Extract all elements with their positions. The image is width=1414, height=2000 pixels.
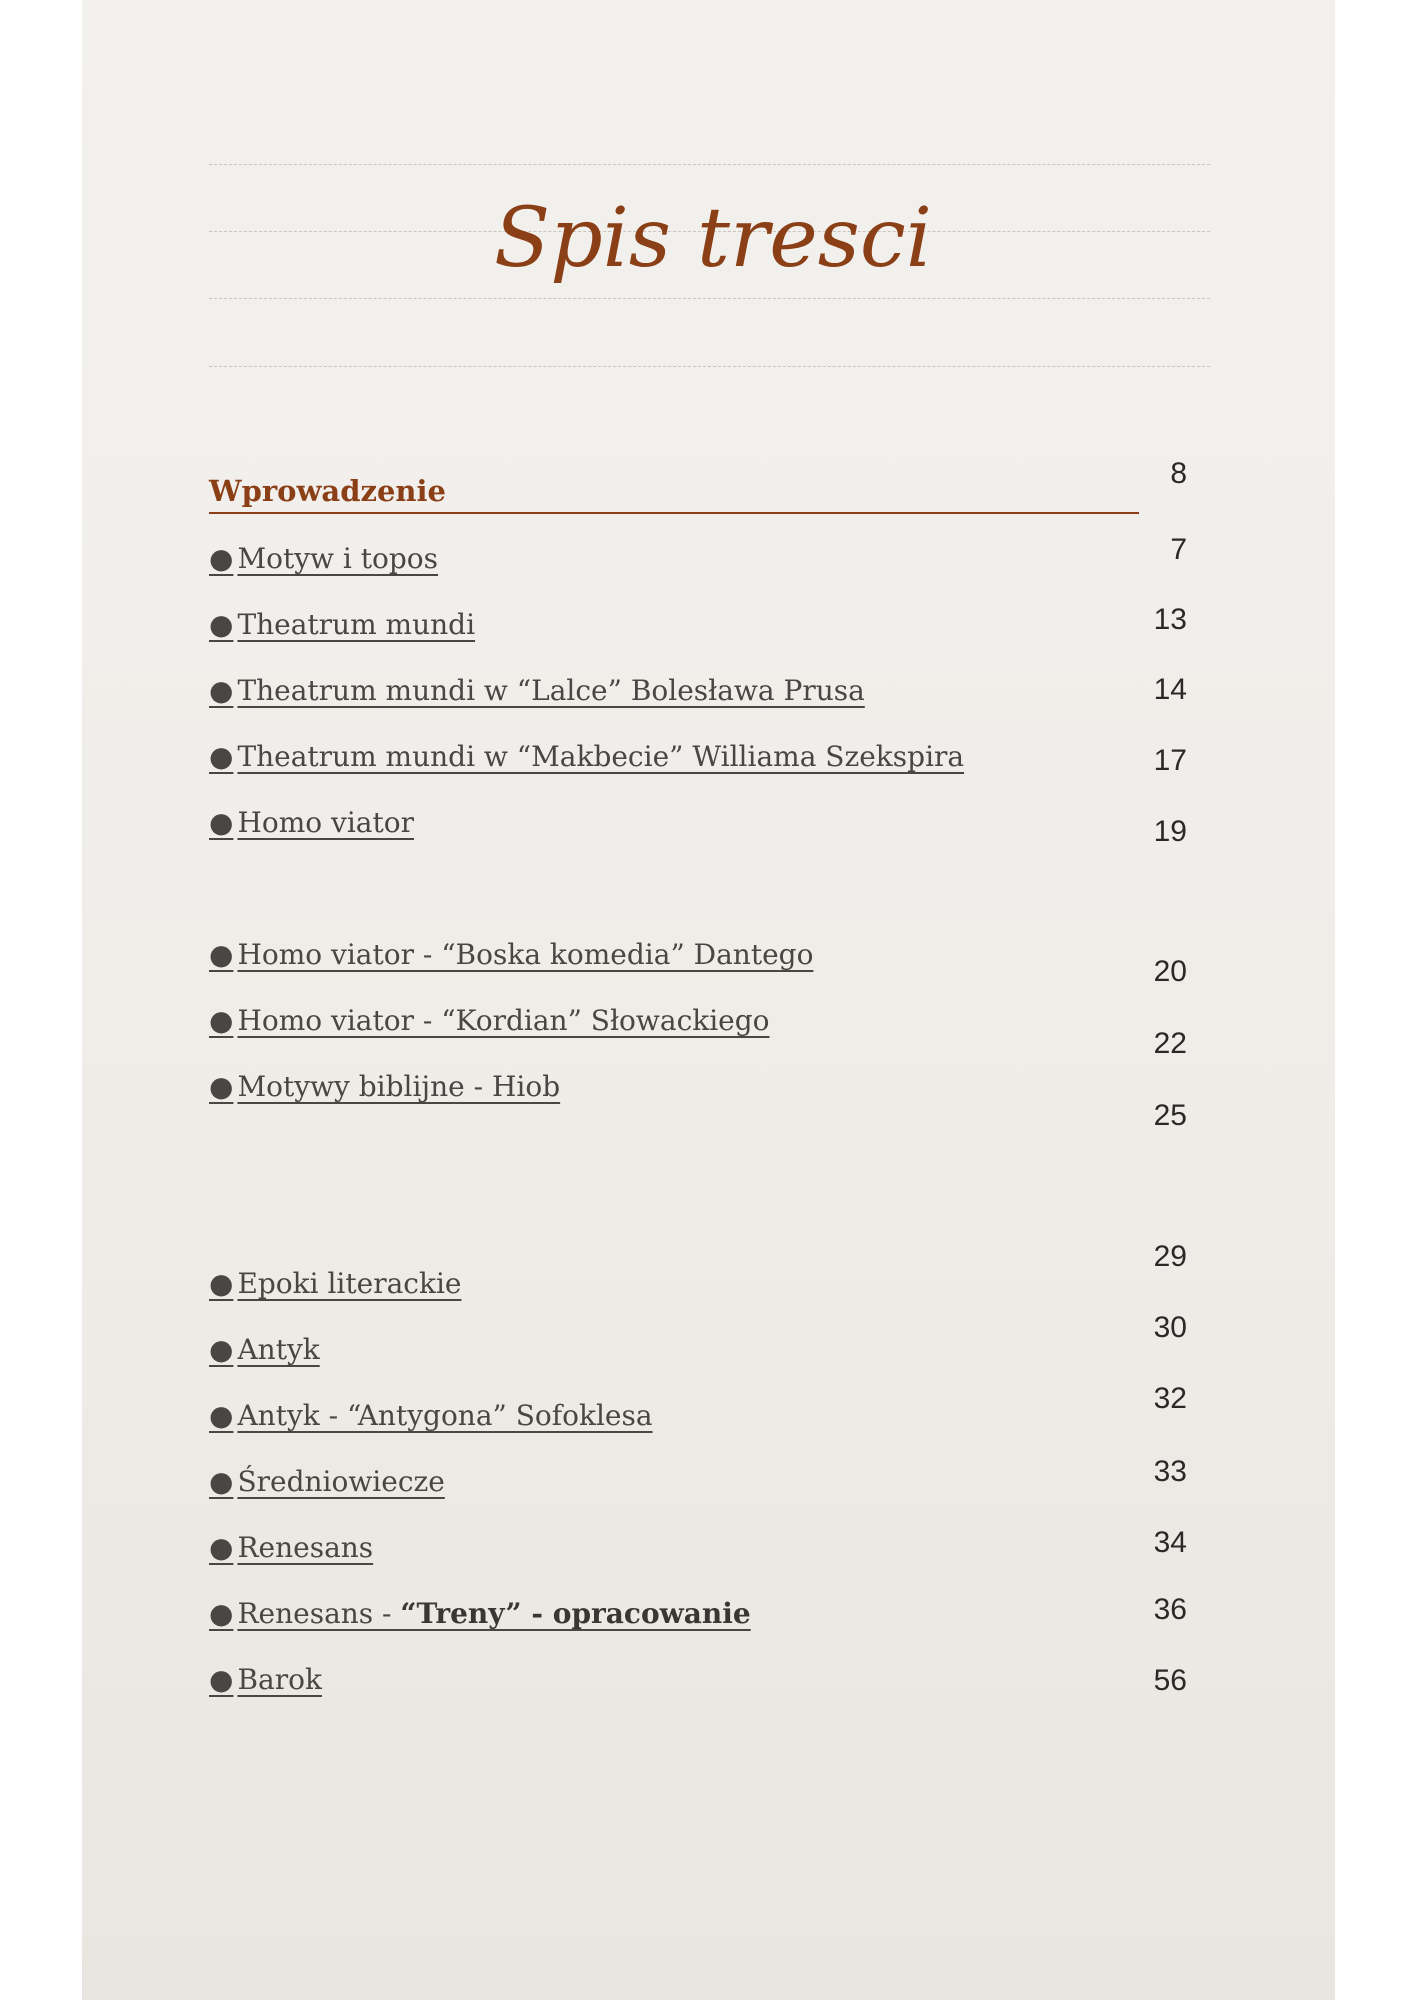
bullet-icon: ● [209, 1465, 234, 1498]
toc-page-number: 36 [1153, 1593, 1187, 1626]
bullet-icon: ● [209, 542, 234, 575]
toc-page-number: 22 [1153, 1027, 1187, 1060]
page-title: Spis tresci [494, 191, 932, 286]
toc-page-number: 33 [1153, 1455, 1187, 1488]
toc-entry-link[interactable]: ● Homo viator [209, 806, 414, 839]
toc-page-number: 56 [1153, 1664, 1187, 1697]
bullet-icon: ● [209, 740, 234, 773]
toc-heading-link[interactable]: Wprowadzenie [209, 474, 1139, 514]
toc-entry-link[interactable]: ● Homo viator - “Kordian” Słowackiego [209, 1004, 770, 1037]
toc-entry-link[interactable]: ● Homo viator - “Boska komedia” Dantego [209, 938, 814, 971]
toc-page-number: 32 [1153, 1382, 1187, 1415]
toc-entry-link[interactable]: ● Theatrum mundi [209, 608, 476, 641]
toc-page-number: 30 [1153, 1311, 1187, 1344]
toc-entry-link[interactable]: ● Antyk - “Antygona” Sofoklesa [209, 1399, 653, 1432]
dashed-rule [209, 298, 1210, 299]
toc-entry-link[interactable]: ● Renesans - “Treny” - opracowanie [209, 1597, 751, 1630]
toc-page-number: 7 [1170, 533, 1187, 566]
bullet-icon: ● [209, 938, 234, 971]
toc-page-number: 20 [1153, 955, 1187, 988]
toc-page-number: 19 [1153, 815, 1187, 848]
bullet-icon: ● [209, 1004, 234, 1037]
bullet-icon: ● [209, 1399, 234, 1432]
toc-entry-link[interactable]: ● Theatrum mundi w “Lalce” Bolesława Prusa [209, 674, 865, 707]
bullet-icon: ● [209, 1663, 234, 1696]
toc-entry-link[interactable]: ● Średniowiecze [209, 1465, 445, 1498]
bullet-icon: ● [209, 1597, 234, 1630]
bullet-icon: ● [209, 674, 234, 707]
toc-page-number: 34 [1153, 1526, 1187, 1559]
bullet-icon: ● [209, 1531, 234, 1564]
bullet-icon: ● [209, 1333, 234, 1366]
toc-entry-link[interactable]: ● Antyk [209, 1333, 320, 1366]
toc-entry-link[interactable]: ● Barok [209, 1663, 322, 1696]
toc-entry-link[interactable]: ● Motywy biblijne - Hiob [209, 1070, 561, 1103]
bullet-icon: ● [209, 806, 234, 839]
toc-page-number: 8 [1170, 457, 1187, 490]
bullet-icon: ● [209, 1267, 234, 1300]
dashed-rule [209, 164, 1210, 165]
toc-page-number: 25 [1153, 1099, 1187, 1132]
toc-page-number: 13 [1153, 603, 1187, 636]
toc-entry-link[interactable]: ● Epoki literackie [209, 1267, 462, 1300]
toc-page-number: 29 [1153, 1240, 1187, 1273]
toc-entry-link[interactable]: ● Motyw i topos [209, 542, 439, 575]
toc-entry-link[interactable]: ● Renesans [209, 1531, 374, 1564]
dashed-rule [209, 366, 1210, 367]
toc-entry-link[interactable]: ● Theatrum mundi w “Makbecie” Williama Szekspira [209, 740, 965, 773]
bullet-icon: ● [209, 1070, 234, 1103]
bullet-icon: ● [209, 608, 234, 641]
toc-page-number: 14 [1153, 673, 1187, 706]
toc-page-number: 17 [1153, 744, 1187, 777]
page-sheet [82, 0, 1335, 2000]
